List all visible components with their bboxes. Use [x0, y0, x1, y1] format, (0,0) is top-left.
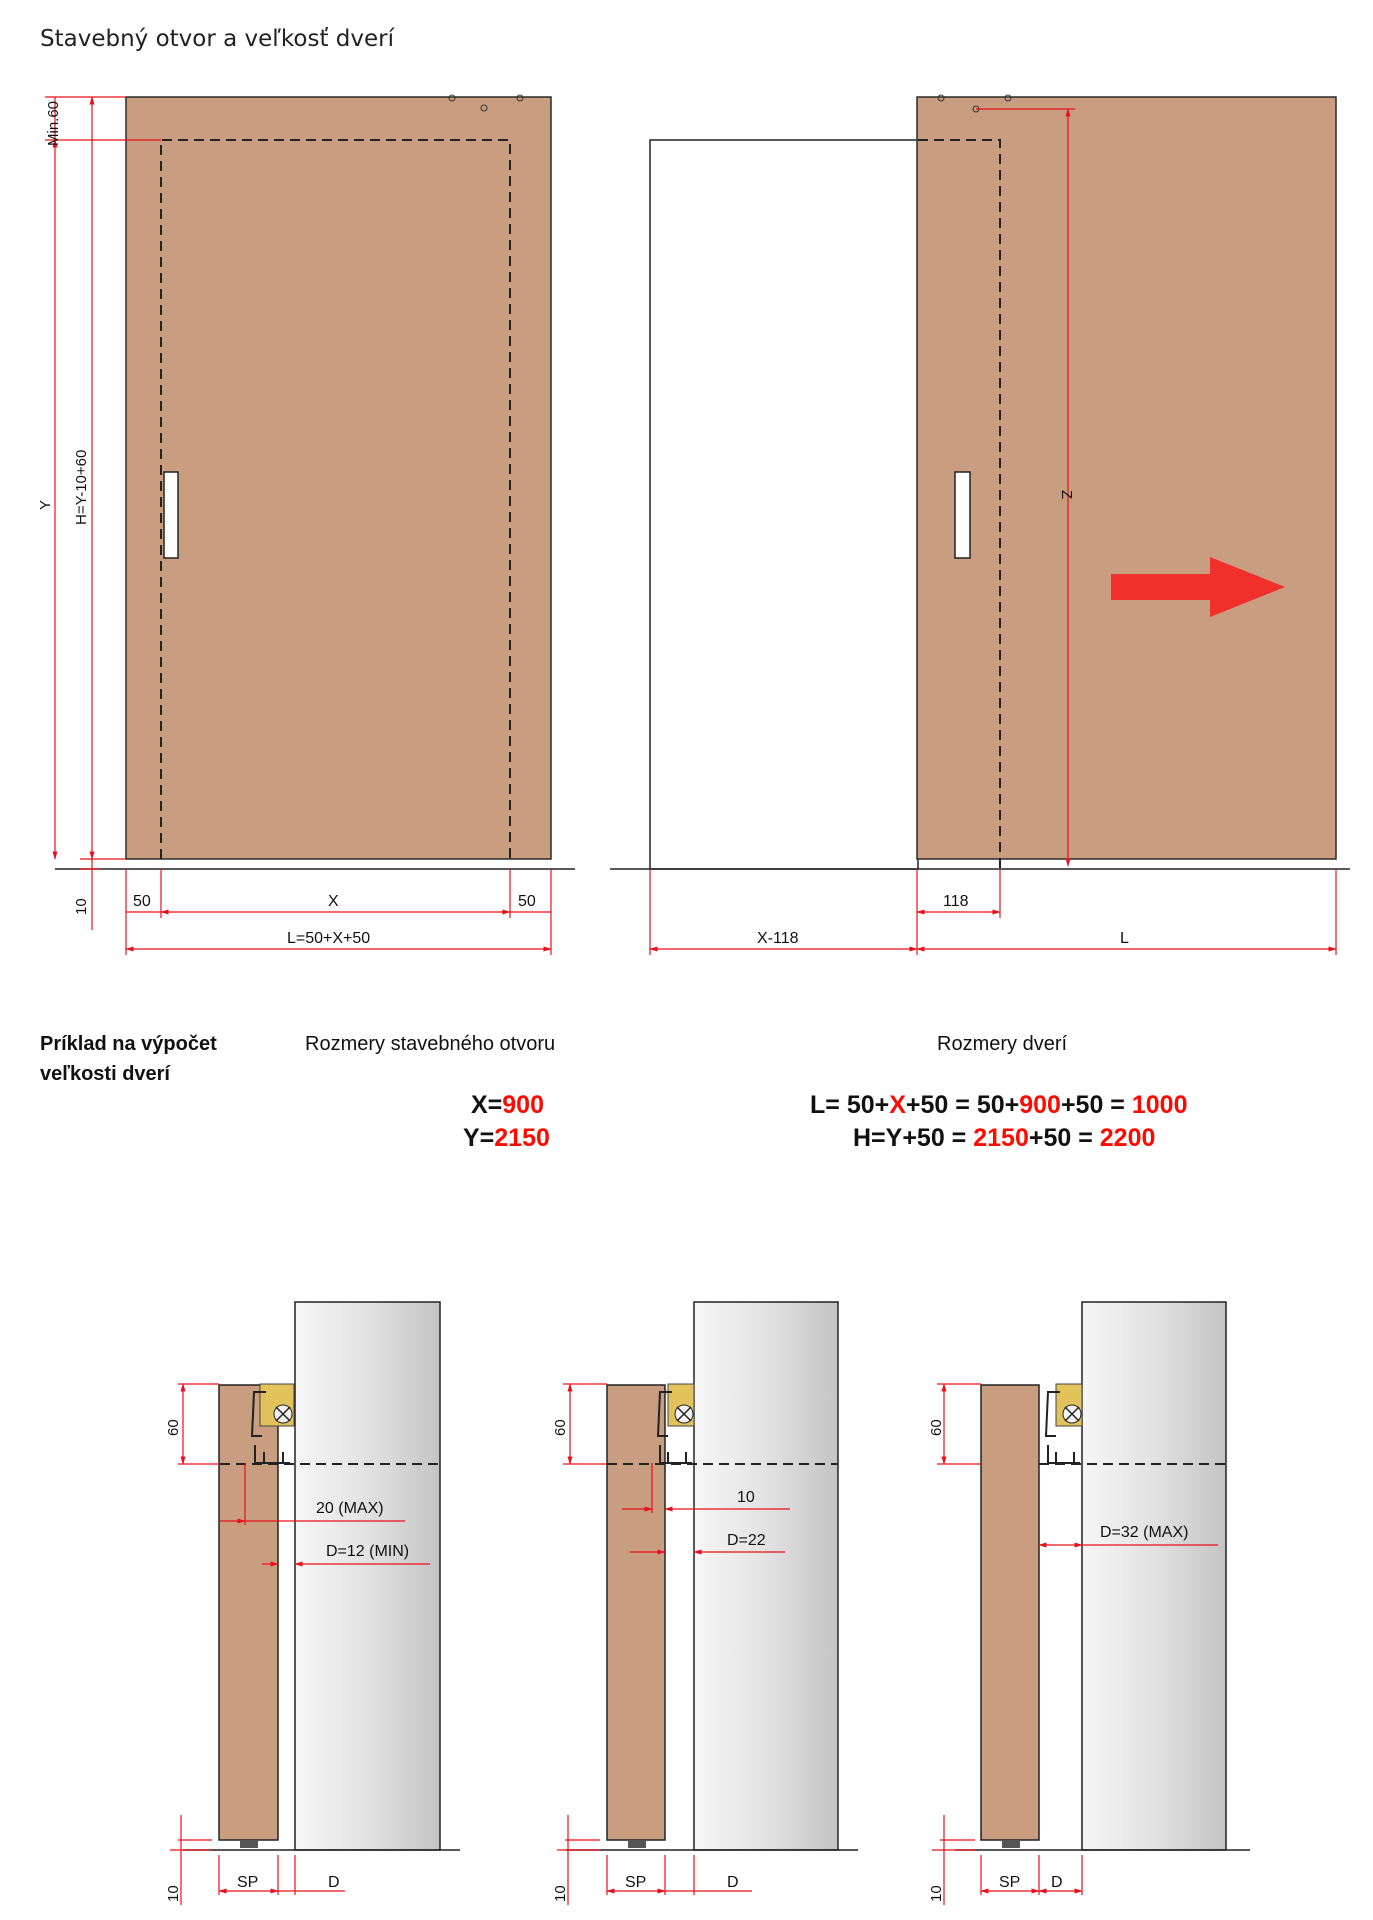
door-leaf: [981, 1385, 1039, 1840]
dim-h: H=Y-10+60: [73, 449, 90, 525]
wall: [295, 1302, 440, 1850]
dim-sp: SP: [999, 1874, 1021, 1891]
dim-top: 20 (MAX): [316, 1500, 384, 1517]
dim-top: 10: [737, 1489, 755, 1506]
dim-l-right: L: [1120, 930, 1129, 947]
door-panel: [917, 97, 1336, 859]
dim-l: L=50+X+50: [287, 930, 371, 947]
dim-min60: Min.60: [45, 100, 62, 146]
dim-60: 60: [928, 1419, 945, 1436]
formula-h: H=Y+50 = 2150+50 = 2200: [853, 1124, 1156, 1152]
page-title: Stavebný otvor a veľkosť dverí: [40, 26, 394, 52]
dim-50-left: 50: [133, 893, 151, 910]
right-elevation: [610, 95, 1350, 955]
dim-sp: SP: [625, 1874, 647, 1891]
door-handle: [955, 472, 970, 558]
dim-z: Z: [1058, 490, 1075, 500]
dim-60: 60: [552, 1419, 569, 1436]
floor-guide: [628, 1840, 646, 1848]
floor-guide: [1002, 1840, 1020, 1848]
wall: [694, 1302, 838, 1850]
section-detail-2: [552, 1302, 858, 1905]
left-elevation: [37, 95, 575, 955]
wall-opening: [650, 140, 918, 869]
door-dimensions-title: Rozmery dverí: [937, 1033, 1068, 1055]
formula-l: L= 50+X+50 = 50+900+50 = 1000: [810, 1091, 1188, 1119]
dim-d-value: D=22: [727, 1532, 766, 1549]
example-heading-2: veľkosti dverí: [40, 1063, 170, 1085]
dim-d: D: [328, 1874, 340, 1891]
dim-10: 10: [165, 1885, 182, 1902]
dim-x: X: [328, 893, 339, 910]
formula-x: X=900: [471, 1091, 544, 1119]
door-panel: [126, 97, 551, 859]
floor-guide: [240, 1840, 258, 1848]
example-heading-1: Príklad na výpočet: [40, 1033, 217, 1055]
dim-x-118: X-118: [757, 930, 799, 947]
wall: [1082, 1302, 1226, 1850]
dim-sp: SP: [237, 1874, 259, 1891]
example-calculation: [40, 1033, 1187, 1152]
door-handle: [164, 472, 178, 558]
dim-d: D: [727, 1874, 739, 1891]
dim-d: D: [1051, 1874, 1063, 1891]
dim-d-value: D=32 (MAX): [1100, 1524, 1189, 1541]
section-detail-1: [165, 1302, 460, 1905]
dim-118: 118: [943, 893, 969, 910]
formula-y: Y=2150: [463, 1124, 550, 1152]
dim-10: 10: [73, 898, 90, 915]
dim-60: 60: [165, 1419, 182, 1436]
dim-50-right: 50: [518, 893, 536, 910]
dim-d-value: D=12 (MIN): [326, 1543, 410, 1560]
section-detail-3: [928, 1302, 1250, 1905]
dim-y: Y: [37, 499, 54, 510]
door-leaf: [607, 1385, 665, 1840]
dim-10: 10: [552, 1885, 569, 1902]
dim-10: 10: [928, 1885, 945, 1902]
door-leaf: [219, 1385, 278, 1840]
opening-dimensions-title: Rozmery stavebného otvoru: [305, 1033, 556, 1055]
